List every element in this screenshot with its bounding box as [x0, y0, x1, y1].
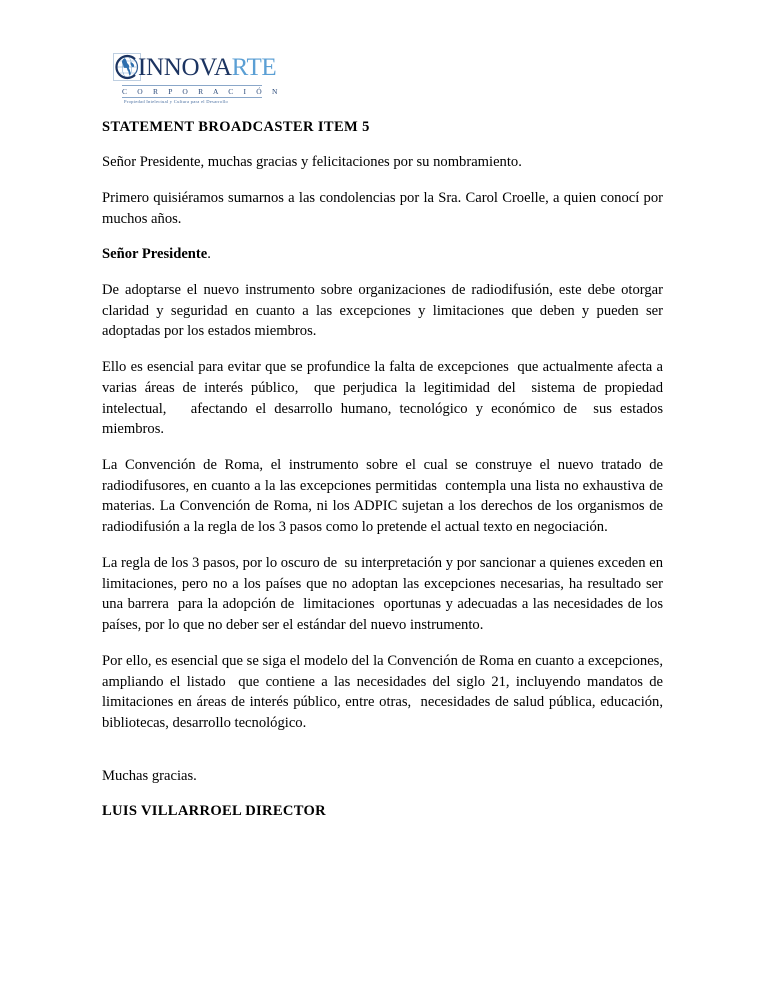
closing-spacer [102, 749, 663, 766]
page-title: STATEMENT BROADCASTER ITEM 5 [102, 119, 370, 135]
logo-divider-top [122, 85, 262, 86]
logo-divider-bottom [122, 97, 262, 98]
signature-line: LUIS VILLARROEL DIRECTOR [102, 803, 327, 820]
paragraph-rome-convention: La Convención de Roma, el instrumento sobre el cual se construye el nuevo tratado de radiodifusores, en cuanto a la las excepciones permitidas contempla una lista no exhaustiva de materias. La Convención de Roma, ni los ADPIC sujetan a los derechos de los organismos de radiodifusión a la regla de los 3 pasos como lo pretende el actual texto en negociación. [102, 457, 667, 536]
logo-tagline: Propiedad Intelectual y Cultura para el Desarrollo [124, 99, 229, 104]
paragraph-conclusion: Por ello, es esencial que se siga el modelo del la Convención de Roma en cuanto a excepciones, ampliando el listado que contiene a las necesidades del siglo 21, incluyendo mandatos de limitaciones en áreas de interés público, entre otras, necesidades de salud pública, educación, bibliotecas, desarrollo tecnológico. [102, 652, 667, 731]
paragraph-condolences: Primero quisiéramos sumarnos a las condolencias por la Sra. Carol Croelle, a quien conocí por muchos años. [102, 189, 667, 227]
paragraph-greeting: Señor Presidente, muchas gracias y felicitaciones por su nombramiento. [102, 154, 522, 171]
logo-wordmark [138, 55, 276, 80]
paragraph-closing: Muchas gracias. [102, 767, 197, 784]
paragraph-salutation [102, 244, 663, 265]
corporate-logo [112, 50, 282, 104]
logo-subtitle: C O R P O R A C I Ó N [122, 87, 282, 96]
salutation-bold-text: Señor Presidente [102, 246, 208, 263]
logo-main-row [112, 50, 277, 84]
logo-wordmark-primary: INNOVA [138, 53, 232, 81]
document-body [102, 118, 671, 822]
paragraph-three-step-rule: La regla de los 3 pasos, por lo oscuro de su interpretación y por sancionar a quienes exceden en limitaciones, pero no a los países que no adoptan las excepciones necesarias, ha resultado ser una barrera para la adopción de limitaciones oportunas y adecuadas a las necesidades de los países, por lo que no deber ser el estándar del nuevo instrumento. [102, 554, 671, 634]
paragraph-adoption: De adoptarse el nuevo instrumento sobre organizaciones de radiodifusión, este debe otorgar claridad y seguridad en cuanto a las excepciones y limitaciones que deben y pueden ser adoptadas por los estados miembros. [102, 282, 667, 340]
logo-wordmark-secondary: RTE [231, 53, 277, 81]
paragraph-essential: Ello es esencial para evitar que se profundice la falta de excepciones que actualmente afecta a varias áreas de interés público, que perjudica la legitimidad del sistema de propiedad intelectual, afectando el desarrollo humano, tecnológico y económico de sus estados miembros. [102, 359, 667, 438]
salutation-trailing-period: . [207, 246, 211, 263]
